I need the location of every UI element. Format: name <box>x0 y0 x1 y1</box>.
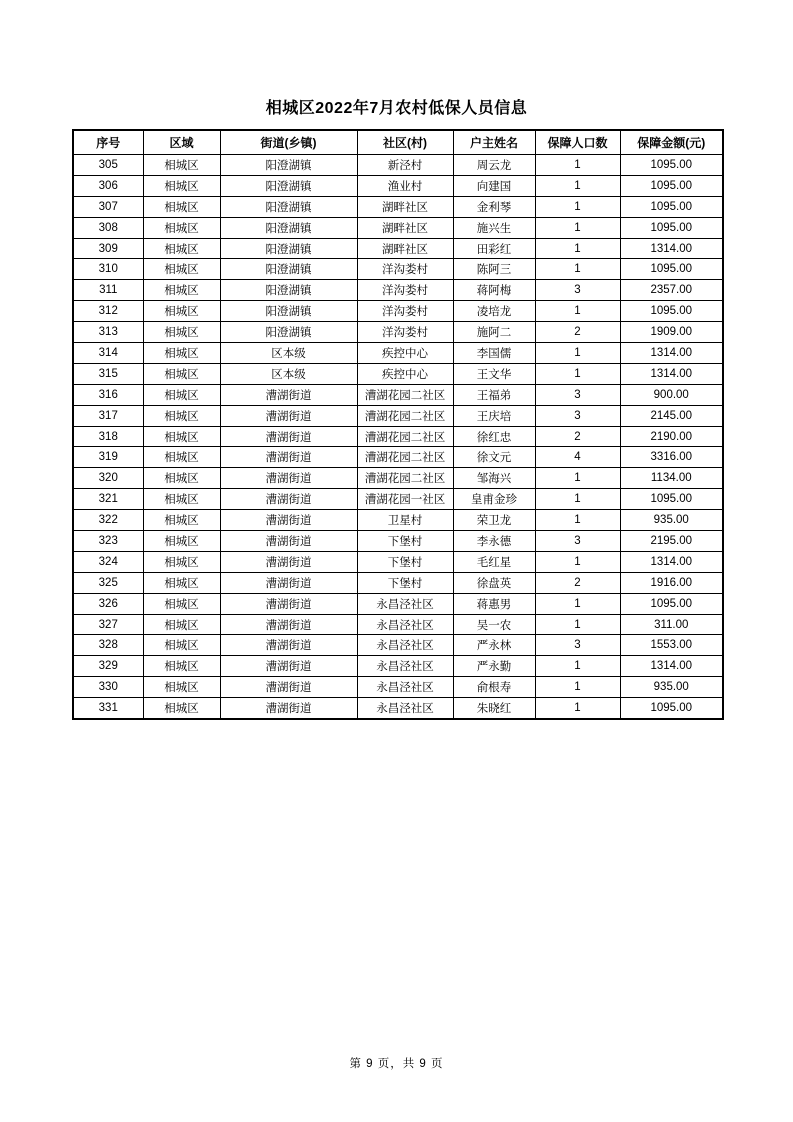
cell-population: 1 <box>535 343 620 364</box>
column-header-region: 区域 <box>143 130 220 155</box>
cell-community: 漕湖花园二社区 <box>357 426 453 447</box>
cell-region: 相城区 <box>143 635 220 656</box>
cell-region: 相城区 <box>143 677 220 698</box>
cell-community: 湖畔社区 <box>357 196 453 217</box>
cell-street: 漕湖街道 <box>220 384 357 405</box>
cell-seq: 326 <box>73 593 143 614</box>
cell-region: 相城区 <box>143 175 220 196</box>
cell-householder: 严永勤 <box>453 656 535 677</box>
cell-region: 相城区 <box>143 510 220 531</box>
cell-street: 漕湖街道 <box>220 447 357 468</box>
cell-street: 漕湖街道 <box>220 572 357 593</box>
cell-community: 下堡村 <box>357 572 453 593</box>
table-row <box>73 551 723 572</box>
cell-seq: 313 <box>73 322 143 343</box>
cell-community: 湖畔社区 <box>357 217 453 238</box>
cell-population: 1 <box>535 677 620 698</box>
table-row <box>73 531 723 552</box>
table-row <box>73 280 723 301</box>
cell-region: 相城区 <box>143 698 220 719</box>
cell-population: 1 <box>535 510 620 531</box>
cell-householder: 王庆培 <box>453 405 535 426</box>
table-row <box>73 656 723 677</box>
cell-householder: 严永林 <box>453 635 535 656</box>
cell-street: 漕湖街道 <box>220 405 357 426</box>
cell-householder: 施阿二 <box>453 322 535 343</box>
cell-householder: 吴一农 <box>453 614 535 635</box>
cell-amount: 1095.00 <box>620 155 723 176</box>
cell-amount: 2195.00 <box>620 531 723 552</box>
cell-seq: 310 <box>73 259 143 280</box>
cell-amount: 935.00 <box>620 510 723 531</box>
cell-street: 阳澄湖镇 <box>220 301 357 322</box>
table-row <box>73 384 723 405</box>
cell-population: 1 <box>535 593 620 614</box>
cell-community: 永昌泾社区 <box>357 635 453 656</box>
page-title: 相城区2022年7月农村低保人员信息 <box>265 100 528 117</box>
table-row <box>73 155 723 176</box>
table-row <box>73 175 723 196</box>
cell-householder: 向建国 <box>453 175 535 196</box>
cell-population: 1 <box>535 155 620 176</box>
cell-community: 漕湖花园二社区 <box>357 447 453 468</box>
cell-householder: 李国儒 <box>453 343 535 364</box>
cell-seq: 328 <box>73 635 143 656</box>
cell-region: 相城区 <box>143 656 220 677</box>
cell-community: 永昌泾社区 <box>357 698 453 719</box>
table-row <box>73 217 723 238</box>
cell-street: 漕湖街道 <box>220 489 357 510</box>
cell-amount: 1314.00 <box>620 343 723 364</box>
table-row <box>73 614 723 635</box>
cell-seq: 322 <box>73 510 143 531</box>
cell-street: 阳澄湖镇 <box>220 280 357 301</box>
cell-amount: 1553.00 <box>620 635 723 656</box>
cell-region: 相城区 <box>143 155 220 176</box>
cell-population: 3 <box>535 405 620 426</box>
cell-street: 阳澄湖镇 <box>220 238 357 259</box>
cell-street: 漕湖街道 <box>220 510 357 531</box>
cell-region: 相城区 <box>143 301 220 322</box>
cell-street: 阳澄湖镇 <box>220 259 357 280</box>
cell-community: 永昌泾社区 <box>357 593 453 614</box>
cell-region: 相城区 <box>143 238 220 259</box>
cell-householder: 李永德 <box>453 531 535 552</box>
cell-community: 永昌泾社区 <box>357 656 453 677</box>
cell-region: 相城区 <box>143 196 220 217</box>
cell-amount: 1314.00 <box>620 238 723 259</box>
cell-region: 相城区 <box>143 259 220 280</box>
cell-street: 阳澄湖镇 <box>220 322 357 343</box>
cell-community: 洋沟娄村 <box>357 301 453 322</box>
cell-householder: 荣卫龙 <box>453 510 535 531</box>
cell-amount: 1314.00 <box>620 656 723 677</box>
cell-seq: 311 <box>73 280 143 301</box>
cell-population: 1 <box>535 489 620 510</box>
table-row <box>73 677 723 698</box>
cell-population: 3 <box>535 635 620 656</box>
cell-region: 相城区 <box>143 322 220 343</box>
cell-amount: 1095.00 <box>620 489 723 510</box>
cell-householder: 田彩红 <box>453 238 535 259</box>
cell-street: 区本级 <box>220 363 357 384</box>
cell-seq: 323 <box>73 531 143 552</box>
cell-householder: 王福弟 <box>453 384 535 405</box>
cell-seq: 321 <box>73 489 143 510</box>
cell-community: 漕湖花园二社区 <box>357 468 453 489</box>
cell-amount: 1909.00 <box>620 322 723 343</box>
column-header-amount: 保障金额(元) <box>620 130 723 155</box>
cell-householder: 徐红忠 <box>453 426 535 447</box>
cell-amount: 3316.00 <box>620 447 723 468</box>
cell-householder: 王文华 <box>453 363 535 384</box>
cell-population: 1 <box>535 217 620 238</box>
cell-seq: 316 <box>73 384 143 405</box>
cell-population: 3 <box>535 531 620 552</box>
cell-community: 永昌泾社区 <box>357 614 453 635</box>
cell-community: 漕湖花园二社区 <box>357 384 453 405</box>
table-row <box>73 259 723 280</box>
column-header-population: 保障人口数 <box>535 130 620 155</box>
cell-community: 下堡村 <box>357 551 453 572</box>
cell-street: 漕湖街道 <box>220 614 357 635</box>
cell-population: 2 <box>535 426 620 447</box>
cell-community: 漕湖花园二社区 <box>357 405 453 426</box>
cell-community: 卫星村 <box>357 510 453 531</box>
cell-street: 漕湖街道 <box>220 656 357 677</box>
cell-householder: 周云龙 <box>453 155 535 176</box>
table-row <box>73 343 723 364</box>
table-row <box>73 405 723 426</box>
cell-householder: 朱晓红 <box>453 698 535 719</box>
table-row <box>73 468 723 489</box>
cell-community: 下堡村 <box>357 531 453 552</box>
cell-amount: 1095.00 <box>620 217 723 238</box>
cell-amount: 2190.00 <box>620 426 723 447</box>
cell-population: 1 <box>535 656 620 677</box>
header-row <box>73 130 723 155</box>
cell-seq: 318 <box>73 426 143 447</box>
cell-street: 漕湖街道 <box>220 698 357 719</box>
cell-seq: 317 <box>73 405 143 426</box>
cell-householder: 毛红星 <box>453 551 535 572</box>
cell-region: 相城区 <box>143 551 220 572</box>
cell-householder: 邹海兴 <box>453 468 535 489</box>
cell-street: 漕湖街道 <box>220 531 357 552</box>
column-header-street: 街道(乡镇) <box>220 130 357 155</box>
cell-amount: 2145.00 <box>620 405 723 426</box>
cell-householder: 金利琴 <box>453 196 535 217</box>
cell-street: 漕湖街道 <box>220 593 357 614</box>
cell-community: 永昌泾社区 <box>357 677 453 698</box>
cell-amount: 1916.00 <box>620 572 723 593</box>
cell-region: 相城区 <box>143 343 220 364</box>
cell-population: 2 <box>535 322 620 343</box>
cell-amount: 2357.00 <box>620 280 723 301</box>
cell-street: 区本级 <box>220 343 357 364</box>
cell-population: 1 <box>535 301 620 322</box>
cell-seq: 305 <box>73 155 143 176</box>
cell-amount: 1095.00 <box>620 175 723 196</box>
cell-region: 相城区 <box>143 531 220 552</box>
cell-community: 新泾村 <box>357 155 453 176</box>
cell-population: 2 <box>535 572 620 593</box>
cell-community: 湖畔社区 <box>357 238 453 259</box>
cell-amount: 1095.00 <box>620 593 723 614</box>
cell-amount: 935.00 <box>620 677 723 698</box>
cell-region: 相城区 <box>143 614 220 635</box>
cell-population: 3 <box>535 384 620 405</box>
cell-population: 1 <box>535 259 620 280</box>
cell-seq: 309 <box>73 238 143 259</box>
cell-population: 4 <box>535 447 620 468</box>
cell-region: 相城区 <box>143 217 220 238</box>
cell-population: 3 <box>535 280 620 301</box>
cell-householder: 蒋惠男 <box>453 593 535 614</box>
cell-amount: 1095.00 <box>620 301 723 322</box>
cell-street: 阳澄湖镇 <box>220 217 357 238</box>
cell-region: 相城区 <box>143 593 220 614</box>
cell-seq: 320 <box>73 468 143 489</box>
cell-seq: 329 <box>73 656 143 677</box>
cell-seq: 308 <box>73 217 143 238</box>
table-row <box>73 572 723 593</box>
cell-seq: 319 <box>73 447 143 468</box>
column-header-community: 社区(村) <box>357 130 453 155</box>
cell-seq: 306 <box>73 175 143 196</box>
cell-street: 漕湖街道 <box>220 551 357 572</box>
cell-seq: 314 <box>73 343 143 364</box>
cell-seq: 325 <box>73 572 143 593</box>
cell-population: 1 <box>535 363 620 384</box>
column-header-householder: 户主姓名 <box>453 130 535 155</box>
cell-street: 漕湖街道 <box>220 635 357 656</box>
cell-community: 漕湖花园一社区 <box>357 489 453 510</box>
column-header-seq: 序号 <box>73 130 143 155</box>
cell-region: 相城区 <box>143 426 220 447</box>
cell-region: 相城区 <box>143 572 220 593</box>
cell-community: 疾控中心 <box>357 363 453 384</box>
page-footer: 第 9 页，共 9 页 <box>349 1058 444 1070</box>
cell-amount: 1314.00 <box>620 551 723 572</box>
cell-region: 相城区 <box>143 363 220 384</box>
table-row <box>73 322 723 343</box>
cell-street: 漕湖街道 <box>220 468 357 489</box>
cell-region: 相城区 <box>143 280 220 301</box>
cell-region: 相城区 <box>143 405 220 426</box>
cell-population: 1 <box>535 551 620 572</box>
table-row <box>73 301 723 322</box>
cell-community: 洋沟娄村 <box>357 280 453 301</box>
cell-community: 洋沟娄村 <box>357 322 453 343</box>
cell-population: 1 <box>535 175 620 196</box>
cell-householder: 俞根寿 <box>453 677 535 698</box>
cell-population: 1 <box>535 614 620 635</box>
cell-street: 阳澄湖镇 <box>220 196 357 217</box>
cell-community: 渔业村 <box>357 175 453 196</box>
cell-amount: 1095.00 <box>620 698 723 719</box>
cell-street: 阳澄湖镇 <box>220 175 357 196</box>
cell-householder: 蒋阿梅 <box>453 280 535 301</box>
cell-amount: 1095.00 <box>620 259 723 280</box>
welfare-roster-table <box>72 129 724 720</box>
table-row <box>73 489 723 510</box>
table-row <box>73 635 723 656</box>
cell-population: 1 <box>535 238 620 259</box>
cell-street: 漕湖街道 <box>220 677 357 698</box>
table-row <box>73 238 723 259</box>
table-row <box>73 447 723 468</box>
cell-population: 1 <box>535 468 620 489</box>
cell-seq: 330 <box>73 677 143 698</box>
cell-amount: 1095.00 <box>620 196 723 217</box>
table-row <box>73 593 723 614</box>
table-row <box>73 426 723 447</box>
table-row <box>73 510 723 531</box>
table-container <box>72 129 724 720</box>
cell-seq: 331 <box>73 698 143 719</box>
cell-householder: 徐文元 <box>453 447 535 468</box>
cell-region: 相城区 <box>143 384 220 405</box>
cell-community: 疾控中心 <box>357 343 453 364</box>
cell-householder: 陈阿三 <box>453 259 535 280</box>
cell-street: 阳澄湖镇 <box>220 155 357 176</box>
cell-amount: 1134.00 <box>620 468 723 489</box>
cell-amount: 1314.00 <box>620 363 723 384</box>
table-row <box>73 363 723 384</box>
cell-amount: 311.00 <box>620 614 723 635</box>
cell-householder: 徐盘英 <box>453 572 535 593</box>
cell-householder: 施兴生 <box>453 217 535 238</box>
cell-seq: 315 <box>73 363 143 384</box>
table-row <box>73 196 723 217</box>
cell-population: 1 <box>535 196 620 217</box>
cell-householder: 凌培龙 <box>453 301 535 322</box>
cell-householder: 皇甫金珍 <box>453 489 535 510</box>
cell-seq: 312 <box>73 301 143 322</box>
cell-seq: 327 <box>73 614 143 635</box>
table-row <box>73 698 723 719</box>
cell-region: 相城区 <box>143 468 220 489</box>
cell-seq: 324 <box>73 551 143 572</box>
cell-region: 相城区 <box>143 489 220 510</box>
cell-population: 1 <box>535 698 620 719</box>
cell-street: 漕湖街道 <box>220 426 357 447</box>
cell-region: 相城区 <box>143 447 220 468</box>
cell-seq: 307 <box>73 196 143 217</box>
cell-amount: 900.00 <box>620 384 723 405</box>
cell-community: 洋沟娄村 <box>357 259 453 280</box>
